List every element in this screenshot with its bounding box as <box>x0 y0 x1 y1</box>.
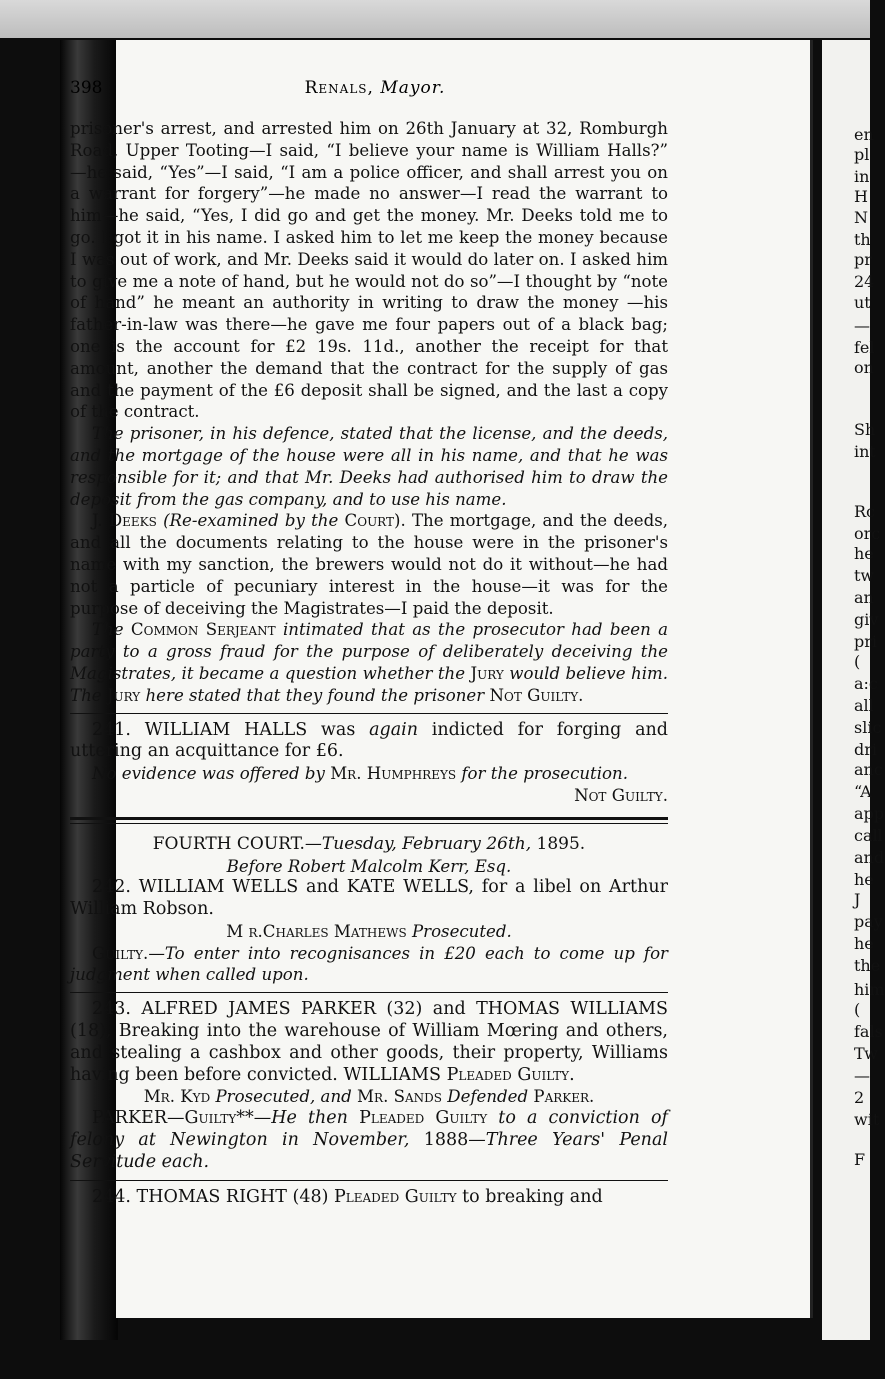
case-number: 241. <box>92 719 131 740</box>
paragraph-reexamination <box>70 510 668 619</box>
facing-page-text: Sh <box>854 420 876 439</box>
facing-page-text: Rc <box>854 502 876 521</box>
paragraph-evidence: prisoner's arrest, and arrested him on 26th January at 32, Romburgh Road, Upper Tooting—I said, “I believe your name is William Halls?” —he said, “Yes”—I said, “I am a police officer, and shall arrest you on a warrant for forgery”—he made no answer—I read the warrant to him—he said, “Yes, I did go and get the money. Mr. Deeks told me to go. I got it in his name. I asked him to let me keep the money because I was out of work, and Mr. Deeks said it would do later on. I asked him to give me a note of hand, but he would not do so”—I thought by “note of hand” he meant an authority in writing to draw the money —his father-in-law was there—he gave me four papers out of a black bag; one is the account for £2 19s. 11d., another the receipt for that amount, another the demand that the contract for the supply of gas and the payment of the £6 deposit shall be signed, and the last a copy of the contract. <box>70 119 668 422</box>
facing-page-text: dri <box>854 740 878 759</box>
defendant: PARKER— <box>92 1108 185 1129</box>
judge-line: Before Robert Malcolm Kerr, Esq. <box>226 856 512 876</box>
for-prosecution: for the prosecution. <box>461 764 628 784</box>
then: —He then <box>253 1108 348 1129</box>
serjeant-text-1: intimated that as the prosecutor had been a party to a gross fraud for the purpose of deliberately deceiving the Magistrates, it became a question whether the <box>70 620 668 683</box>
facing-page-text: in <box>854 167 870 186</box>
section-rule <box>70 992 668 993</box>
paragraph-common-serjeant <box>70 619 668 706</box>
serjeant-text-3: here stated that they found the prisoner <box>145 685 485 705</box>
facing-page-text: he <box>854 544 874 563</box>
section-rule <box>70 1180 668 1181</box>
facing-page-fragment <box>822 40 885 1340</box>
case-text: ALFRED JAMES PARKER (32) and THOMAS WILLIAMS (18), Breaking into the warehouse of William Mœring and others, and stealing a cashbox and other goods, their property, Williams having been before convicted. WILLIAMS <box>70 999 668 1085</box>
plea: Pleaded Guilty <box>359 1108 488 1129</box>
case-again: again <box>369 719 419 740</box>
jury-2: Jury <box>106 685 141 705</box>
facing-page-text: orc <box>854 524 881 543</box>
facing-page-text: — <box>854 316 870 335</box>
prosecuted-label: Prosecuted. <box>411 921 512 941</box>
defended-label: Defended <box>447 1087 529 1107</box>
facing-page-text: tw <box>854 566 875 585</box>
conviction-year: 1888 <box>423 1130 469 1151</box>
case-number: 243. <box>92 999 131 1020</box>
reexam-label: (Re-examined by the <box>163 511 339 531</box>
facing-page-text: him <box>854 980 885 999</box>
facing-page-text: Tw <box>854 1044 878 1063</box>
case-243 <box>70 999 668 1086</box>
case-241 <box>70 720 668 764</box>
plea: Pleaded Guilty. <box>446 1064 575 1085</box>
verdict-not-guilty: Not Guilty. <box>489 685 584 705</box>
facing-page-text: — <box>854 1066 870 1085</box>
prosecuted-and: Prosecuted, and <box>215 1087 352 1107</box>
section-rule <box>70 713 668 714</box>
case-242-prosecutor <box>70 921 668 943</box>
running-head-office: Mayor. <box>380 78 446 98</box>
facing-page-text: wit <box>854 1110 880 1129</box>
court-label: Court). <box>344 511 406 531</box>
case-241-note <box>70 763 668 785</box>
counsel-name: Mr. Humphreys <box>330 764 457 784</box>
facing-page-text: 2 <box>854 1088 865 1107</box>
no-evidence: No evidence was offered by <box>92 764 325 784</box>
court-heading <box>70 834 668 856</box>
facing-page-text: int <box>854 442 876 461</box>
serjeant-text-2: would believe him. The <box>70 663 669 705</box>
facing-page-text: ( <box>854 1000 861 1019</box>
case-242 <box>70 877 668 921</box>
facing-page-text: F <box>854 1150 866 1169</box>
sentence: —Three Years' Penal Servitude each. <box>70 1130 668 1172</box>
verdict-guilty: Guilty. <box>92 943 149 963</box>
facing-page-text: the <box>854 956 881 975</box>
scan-top-edge <box>0 0 870 38</box>
court-year: 1895. <box>536 833 586 854</box>
court-date: —Tuesday, February 26th, <box>304 833 532 854</box>
case-244 <box>70 1187 668 1209</box>
court-name: FOURTH COURT. <box>152 833 305 854</box>
facing-page-text: on <box>854 358 874 377</box>
defendant-name: Parker. <box>533 1087 595 1107</box>
paragraph-defence <box>70 423 668 510</box>
page-body <box>70 118 668 1208</box>
facing-page-text: pl <box>854 145 870 164</box>
case-242-verdict <box>70 943 668 987</box>
facing-page-text: he <box>854 934 874 953</box>
case-text-2: to breaking and <box>462 1186 603 1207</box>
facing-page-text: fals <box>854 1022 883 1041</box>
court-judge <box>70 856 668 878</box>
common-serjeant: Common Serjeant <box>130 620 276 640</box>
case-text: WILLIAM HALLS was <box>144 719 356 740</box>
facing-page-text: he <box>854 870 874 889</box>
facing-page-text: fel <box>854 338 875 357</box>
case-241-verdict: Not Guilty. <box>574 785 668 805</box>
witness-name: J. Deeks <box>92 511 157 531</box>
facing-page-text: and <box>854 848 885 867</box>
plea: Pleaded Guilty <box>334 1186 457 1207</box>
facing-page-text: call <box>854 826 883 845</box>
conviction: to a conviction of felony at Newington in November, <box>70 1108 668 1151</box>
facing-page-text: “A <box>854 782 872 801</box>
prosecutor-name: Mr. Kyd <box>143 1087 211 1107</box>
facing-page-text: J <box>854 890 861 909</box>
facing-page-text: a:c <box>854 674 878 693</box>
facing-page-text: th <box>854 230 871 249</box>
reexam-text: The mortgage, and the deeds, and all the documents relating to the house were in the prisoner's name with my sanction, the brewers would not do it without—he had not a particle of pecuniary interest in the house—it was for the purpose of deceiving the Magistrates—I paid the deposit. <box>70 511 669 618</box>
case-number: 242. <box>92 877 131 898</box>
facing-page-text: giv <box>854 610 879 629</box>
case-243-counsel <box>70 1086 668 1108</box>
facing-page-text: anc <box>854 760 883 779</box>
facing-page-text: pri <box>854 632 878 651</box>
jury-1: Jury <box>470 663 504 683</box>
facing-page-text: ( <box>854 652 861 671</box>
page-number: 398 <box>70 78 103 98</box>
facing-page-text: ut <box>854 293 871 312</box>
sentence: —To enter into recognisances in £20 each to come up for judgment when called upon. <box>70 943 668 985</box>
facing-page-text: slic <box>854 718 882 737</box>
facing-page-text: N <box>854 208 868 227</box>
facing-page-text: all <box>854 696 874 715</box>
defence-text: The prisoner, in his defence, stated that the license, and the deeds, and the mortgage of the house were all in his name, and that he was responsible for it; and that Mr. Deeks had authorised him to draw the deposit from the gas company, and to use his name. <box>70 424 668 509</box>
verdict-guilty: Guilty** <box>184 1108 254 1129</box>
facing-page-text: an <box>854 588 874 607</box>
facing-page-text: H <box>854 187 868 206</box>
case-text: THOMAS RIGHT (48) <box>136 1186 329 1207</box>
case-number: 244. <box>92 1186 131 1207</box>
facing-page-text: en <box>854 125 874 144</box>
case-text: WILLIAM WELLS and KATE WELLS, for a libel on Arthur William Robson. <box>70 877 668 920</box>
case-text-2: indicted for forging and uttering an acquittance for £6. <box>70 719 668 762</box>
facing-page-text: pay <box>854 912 883 931</box>
court-double-rule <box>70 817 668 824</box>
the-word: The <box>92 620 124 640</box>
running-head-name: Renals, <box>304 78 374 98</box>
facing-page-text: pr <box>854 250 872 269</box>
prosecutor-name: M r.Charles Mathews <box>226 921 407 941</box>
defender-name: Mr. Sands <box>357 1087 442 1107</box>
facing-page-text: app <box>854 804 885 823</box>
running-head <box>70 78 680 98</box>
facing-page-text: 24 <box>854 272 875 291</box>
case-243-verdict <box>70 1108 668 1173</box>
